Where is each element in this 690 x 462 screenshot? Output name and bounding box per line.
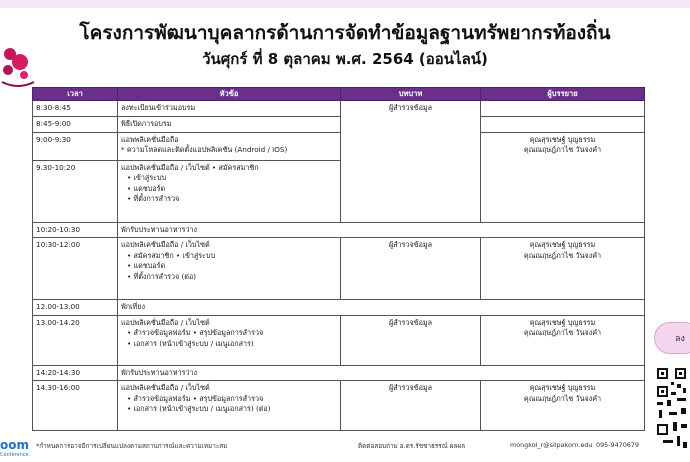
table-row xyxy=(33,223,645,238)
time-cell: 14.30-16:00 xyxy=(33,381,118,431)
footer-phone: 095-9470679 xyxy=(596,441,639,449)
break-cell: พักรับประทานอาหารว่าง xyxy=(118,223,645,238)
time-cell: 10:20-10:30 xyxy=(33,223,118,238)
break-cell: พักเที่ยง xyxy=(118,300,645,315)
speaker-cell xyxy=(481,238,645,300)
footer-note: *กำหนดการอาจมีการเปลี่ยนแปลงตามสถานการณ์และความเหมาะสม xyxy=(36,442,228,450)
topic-cell xyxy=(118,133,341,161)
speaker-cell-empty xyxy=(481,117,645,133)
speaker-cell-empty xyxy=(481,101,645,117)
time-cell: 9:00-9:30 xyxy=(33,133,118,161)
topic-cell: ลงทะเบียนเข้าร่วมอบรม xyxy=(118,101,341,117)
role-cell: ผู้สำรวจข้อมูล xyxy=(341,381,481,431)
time-cell: 13.00-14.20 xyxy=(33,315,118,365)
topic-cell: พิธีเปิดการอบรม xyxy=(118,117,341,133)
top-decoration-strip xyxy=(0,0,690,8)
qr-code-icon xyxy=(655,366,690,454)
break-cell: พักรับประทานอาหารว่าง xyxy=(118,365,645,380)
topic-line: แอปพลิเคชั่นมือถือ / เว็บไซต์ xyxy=(121,317,210,327)
role-cell: ผู้สำรวจข้อมูล xyxy=(341,315,481,365)
speaker-name: คุณณฤษฎ์ภาไช วันจงคำ xyxy=(523,250,602,260)
time-cell: 9.30-10:20 xyxy=(33,161,118,223)
speaker-name: คุณสุรเชษฐ์ บุญธรรม xyxy=(529,240,596,250)
role-cell: ผู้สำรวจข้อมูล xyxy=(341,101,481,223)
time-cell: 14:20-14:30 xyxy=(33,365,118,380)
time-cell: 8:45-9:00 xyxy=(33,117,118,133)
table-row xyxy=(33,133,645,161)
page-title: โครงการพัฒนาบุคลากรด้านการจัดทำข้อมูลฐานทรัพยากรท้องถิ่น xyxy=(79,22,611,44)
topic-bullet: • แดชบอร์ด xyxy=(127,183,166,193)
topic-line: แอปพลิเคชั่นมือถือ / เว็บไซต์ xyxy=(121,383,210,393)
topic-cell xyxy=(118,161,341,223)
schedule-table xyxy=(32,87,645,431)
table-row xyxy=(33,315,645,365)
topic-bullet: • สำรวจข้อมูลฟอร์ม • สรุปข้อมูลการสำรวจ xyxy=(127,393,264,403)
footer-contact: ติดต่อสอบถาม อ.ดร.รัชชาธรรณ์ ผลผล xyxy=(358,442,466,450)
speaker-name: คุณณฤษฎ์ภาไช วันจงคำ xyxy=(523,393,602,403)
table-row xyxy=(33,365,645,380)
table-row xyxy=(33,101,645,117)
topic-cell xyxy=(118,381,341,431)
topic-bullet: • ที่ตั้งการสำรวจ xyxy=(127,194,180,204)
speaker-name: คุณสุรเชษฐ์ บุญธรรม xyxy=(529,383,596,393)
column-header-speaker: ผู้บรรยาย xyxy=(481,88,645,101)
table-row xyxy=(33,238,645,300)
column-header-time: เวลา xyxy=(33,88,118,101)
table-row xyxy=(33,381,645,431)
topic-line: แอปพลิเคชั่นมือถือ / เว็บไซต์ • สมัครสมาชิก xyxy=(121,163,259,172)
topic-bullet: • เอกสาร (หน้าเข้าสู่ระบบ / เมนูเอกสาร) (ต่อ) xyxy=(127,404,271,414)
speaker-cell xyxy=(481,315,645,365)
event-date: วันศุกร์ ที่ 8 ตุลาคม พ.ศ. 2564 (ออนไลน์) xyxy=(202,50,488,68)
table-row xyxy=(33,117,645,133)
topic-line: แอปพลิเคชั่นมือถือ / เว็บไซต์ xyxy=(121,240,210,250)
topic-bullet: • ที่ตั้งการสำรวจ (ต่อ) xyxy=(127,271,197,281)
registration-badge: ลง xyxy=(654,322,690,354)
topic-line: * ความโหลดและติดตั้งแอปพลิเคชัน (Android / IOS) xyxy=(121,145,288,155)
zoom-brand-logo: oom xyxy=(0,438,29,452)
footer-email: mongkol_r@silpakorn.edu xyxy=(510,441,593,449)
topic-cell xyxy=(118,315,341,365)
speaker-name: คุณณฤษฎ์ภาไช วันจงคำ xyxy=(523,328,602,338)
topic-bullet: • แดชบอร์ด xyxy=(127,261,166,271)
time-cell: 8:30-8:45 xyxy=(33,101,118,117)
topic-bullet: • เข้าสู่ระบบ xyxy=(127,173,167,183)
table-header-row xyxy=(33,88,645,101)
zoom-brand-subtitle: Conference xyxy=(0,452,29,458)
speaker-name: คุณสุรเชษฐ์ บุญธรรม xyxy=(529,135,596,144)
topic-bullet: • สมัครสมาชิก • เข้าสู่ระบบ xyxy=(127,250,216,260)
topic-cell xyxy=(118,238,341,300)
column-header-topic: หัวข้อ xyxy=(118,88,341,101)
speaker-cell xyxy=(481,133,645,223)
speaker-name: คุณณฤษฎ์ภาไช วันจงคำ xyxy=(523,145,602,155)
table-row xyxy=(33,300,645,315)
role-cell: ผู้สำรวจข้อมูล xyxy=(341,238,481,300)
column-header-role: บทบาท xyxy=(341,88,481,101)
speaker-name: คุณสุรเชษฐ์ บุญธรรม xyxy=(529,317,596,327)
speaker-cell xyxy=(481,381,645,431)
time-cell: 10:30-12:00 xyxy=(33,238,118,300)
time-cell: 12.00-13.00 xyxy=(33,300,118,315)
topic-bullet: • เอกสาร (หน้าเข้าสู่ระบบ / เมนูเอกสาร) xyxy=(127,338,254,348)
topic-bullet: • สำรวจข้อมูลฟอร์ม • สรุปข้อมูลการสำรวจ xyxy=(127,328,264,338)
topic-line: แอพพลิเคชั่นมือถือ xyxy=(121,135,179,144)
